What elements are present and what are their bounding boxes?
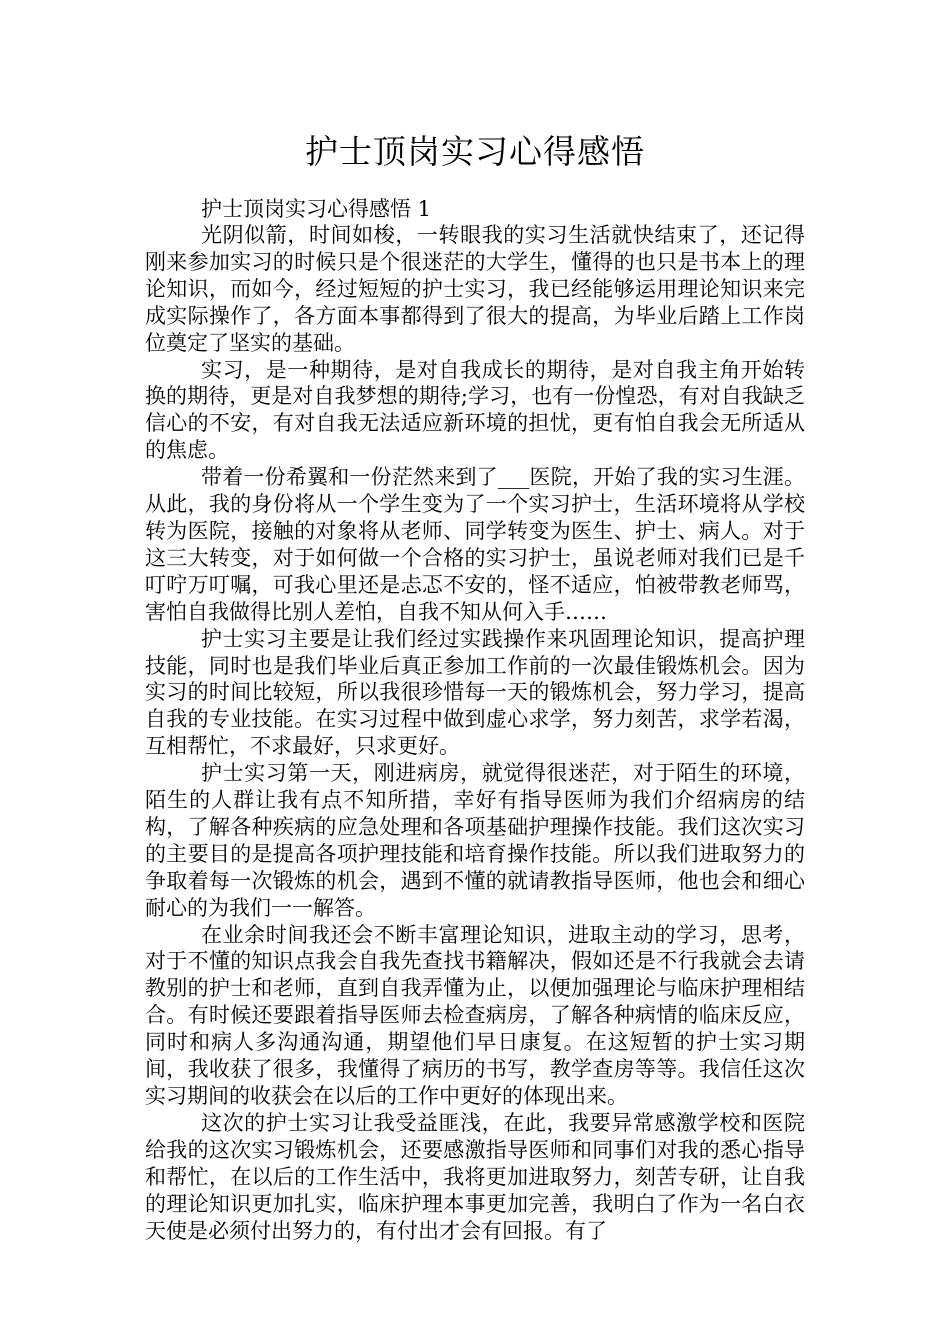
document-title: 护士顶岗实习心得感悟 <box>305 132 645 171</box>
paragraph-4: 护士实习主要是让我们经过实践操作来巩固理论知识，提高护理技能，同时也是我们毕业后真正参加工作前的一次最佳锻炼机会。因为实习的时间比较短，所以我很珍惜每一天的锻炼机会，努力学习，提高自我的专业技能。在实习过程中做到虚心求学，努力刻苦，求学若渴，互相帮忙，不求最好，只求更好。 <box>145 626 805 759</box>
paragraph-3: 带着一份希翼和一份茫然来到了___医院，开始了我的实习生涯。从此，我的身份将从一个学生变为了一个实习护士，生活环境将从学校转为医院，接触的对象将从老师、同学转变为医生、护士、病人。对于这三大转变，对于如何做一个合格的实习护士，虽说老师对我们已是千叮咛万叮嘱，可我心里还是忐忑不安的，怪不适应，怕被带教老师骂，害怕自我做得比别人差怕，自我不知从何入手…… <box>145 465 805 624</box>
paragraph-1: 光阴似箭，时间如梭，一转眼我的实习生活就快结束了，还记得刚来参加实习的时候只是个很迷茫的大学生，懂得的也只是书本上的理论知识，而如今，经过短短的护士实习，我已经能够运用理论知识来完成实际操作了，各方面本事都得到了很大的提高，为毕业后踏上工作岗位奠定了坚实的基础。 <box>145 223 805 355</box>
paragraph-7: 这次的护士实习让我受益匪浅，在此，我要异常感激学校和医院给我的这次实习锻炼机会，还要感激指导医师和同事们对我的悉心指导和帮忙，在以后的工作生活中，我将更加进取努力，刻苦专研，让自我的理论知识更加扎实，临床护理本事更加完善，我明白了作为一名白衣天使是必须付出努力的，有付出才会有回报。有了 <box>145 1110 805 1243</box>
document-page <box>145 0 805 1244</box>
paragraph-5: 护士实习第一天，刚进病房，就觉得很迷茫，对于陌生的环境，陌生的人群让我有点不知所措，幸好有指导医师为我们介绍病房的结构，了解各种疾病的应急处理和各项基础护理操作技能。我们这次实习的主要目的是提高各项护理技能和培育操作技能。所以我们进取努力的争取着每一次锻炼的机会，遇到不懂的就请教指导医师，他也会和细心耐心的为我们一一解答。 <box>145 761 805 920</box>
paragraph-2: 实习，是一种期待，是对自我成长的期待，是对自我主角开始转换的期待，更是对自我梦想的期待;学习，也有一份惶恐，有对自我缺乏信心的不安，有对自我无法适应新环境的担忧，更有怕自我会无所适从的焦虑。 <box>145 357 805 463</box>
document-subtitle: 护士顶岗实习心得感悟 1 <box>201 197 432 221</box>
paragraph-6: 在业余时间我还会不断丰富理论知识，进取主动的学习，思考，对于不懂的知识点我会自我先查找书籍解决，假如还是不行我就会去请教别的护士和老师，直到自我弄懂为止，以便加强理论与临床护理相结合。有时候还要跟着指导医师去检查病房，了解各种病情的临床反应，同时和病人多沟通沟通，期望他们早日康复。在这短暂的护士实习期间，我收获了很多，我懂得了病历的书写，教学查房等等。我信任这次实习期间的收获会在以后的工作中更好的体现出来。 <box>145 922 805 1108</box>
